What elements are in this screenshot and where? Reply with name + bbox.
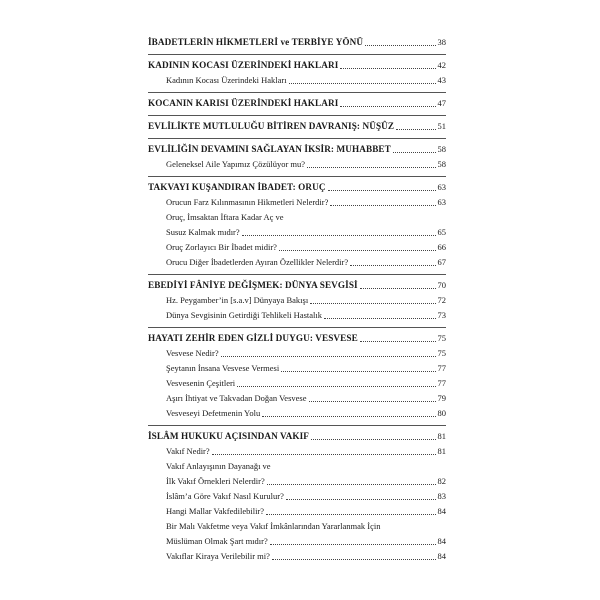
toc-entry: [148, 308, 446, 323]
toc-page-number: 75: [437, 348, 446, 358]
toc-entry-title: Oruç, İmsaktan İftara Kadar Aç ve: [166, 212, 284, 222]
dot-leader: [350, 265, 435, 266]
toc-entry: [148, 240, 446, 255]
toc-entry-title: Vakıf Anlayışının Dayanağı ve: [166, 461, 271, 471]
toc-section-heading: [148, 119, 446, 134]
toc-entry-title: Orucu Diğer İbadetlerden Ayıran Özellikler Nelerdir?: [166, 257, 349, 267]
toc-entry: [148, 504, 446, 519]
toc-entry-title: Hangi Mallar Vakfedilebilir?: [166, 506, 265, 516]
toc-entry: [148, 255, 446, 270]
toc-page-number: 73: [437, 310, 446, 320]
dot-leader: [242, 235, 436, 236]
section-divider: [148, 138, 446, 139]
toc-section-heading: [148, 429, 446, 444]
toc-section-heading: [148, 331, 446, 346]
toc-entry: [148, 346, 446, 361]
dot-leader: [309, 401, 436, 402]
toc-page-number: 38: [437, 37, 446, 47]
dot-leader: [360, 288, 436, 289]
toc-page-number: 42: [437, 60, 446, 70]
dot-leader: [324, 318, 435, 319]
toc-entry-title: EBEDİYİ FÂNİYE DEĞİŞMEK: DÜNYA SEVGİSİ: [148, 280, 358, 290]
toc-section-heading: [148, 35, 446, 50]
toc-page-number: 81: [437, 431, 446, 441]
toc-entry: [148, 210, 446, 225]
section-divider: [148, 115, 446, 116]
toc-entry-title: Dünya Sevgisinin Getirdiği Tehlikeli Hastalık: [166, 310, 323, 320]
toc-entry-title: Vakıflar Kiraya Verilebilir mi?: [166, 551, 270, 561]
table-of-contents: [148, 35, 446, 564]
toc-entry-title: Vakıf Nedir?: [166, 446, 210, 456]
toc-entry: [148, 406, 446, 421]
dot-leader: [311, 439, 436, 440]
dot-leader: [360, 341, 436, 342]
toc-entry-title: Aşırı İhtiyat ve Takvadan Doğan Vesvese: [166, 393, 307, 403]
dot-leader: [307, 167, 435, 168]
toc-entry-title: HAYATI ZEHİR EDEN GİZLİ DUYGU: VESVESE: [148, 333, 358, 343]
toc-entry: [148, 195, 446, 210]
toc-section-heading: [148, 278, 446, 293]
toc-page-number: 80: [437, 408, 446, 418]
toc-entry-title: Geleneksel Aile Yapımız Çözülüyor mu?: [166, 159, 306, 169]
toc-page-number: 84: [437, 536, 446, 546]
toc-entry: [148, 489, 446, 504]
toc-page-number: 72: [437, 295, 446, 305]
dot-leader: [272, 559, 436, 560]
toc-page-number: 77: [437, 378, 446, 388]
toc-entry: [148, 459, 446, 474]
toc-page-number: 66: [437, 242, 446, 252]
toc-entry-title: KADININ KOCASI ÜZERİNDEKİ HAKLARI: [148, 60, 339, 70]
toc-page-number: 43: [437, 75, 446, 85]
toc-page-number: 84: [437, 506, 446, 516]
toc-entry: [148, 534, 446, 549]
toc-entry: [148, 391, 446, 406]
dot-leader: [340, 68, 435, 69]
toc-entry-title: Bir Malı Vakfetme veya Vakıf İmkânlarından Yararlanmak İçin: [166, 521, 381, 531]
dot-leader: [289, 83, 436, 84]
toc-section-heading: [148, 96, 446, 111]
dot-leader: [286, 499, 436, 500]
dot-leader: [237, 386, 435, 387]
toc-entry-title: İSLÂM HUKUKU AÇISINDAN VAKIF: [148, 431, 309, 441]
toc-page-number: 67: [437, 257, 446, 267]
toc-page-number: 63: [437, 197, 446, 207]
toc-page-number: 77: [437, 363, 446, 373]
dot-leader: [212, 454, 436, 455]
toc-entry-title: EVLİLİKTE MUTLULUĞU BİTİREN DAVRANIŞ: NÜŞÛZ: [148, 121, 395, 131]
toc-section-heading: [148, 180, 446, 195]
dot-leader: [393, 152, 436, 153]
toc-entry-title: Vesveseyi Defetmenin Yolu: [166, 408, 261, 418]
toc-entry-title: İslâm’a Göre Vakıf Nasıl Kurulur?: [166, 491, 284, 501]
dot-leader: [340, 106, 435, 107]
dot-leader: [267, 484, 436, 485]
toc-page-number: 75: [437, 333, 446, 343]
toc-page-number: 81: [437, 446, 446, 456]
toc-entry: [148, 519, 446, 534]
toc-entry-title: Müslüman Olmak Şart mıdır?: [166, 536, 268, 546]
toc-page-number: 51: [437, 121, 446, 131]
dot-leader: [328, 190, 436, 191]
section-divider: [148, 54, 446, 55]
section-divider: [148, 176, 446, 177]
dot-leader: [365, 45, 435, 46]
toc-entry-title: İlk Vakıf Örnekleri Nelerdir?: [166, 476, 265, 486]
toc-page-number: 70: [437, 280, 446, 290]
toc-entry-title: Oruç Zorlayıcı Bir İbadet midir?: [166, 242, 277, 252]
section-divider: [148, 92, 446, 93]
toc-page-number: 82: [437, 476, 446, 486]
dot-leader: [396, 129, 435, 130]
section-divider: [148, 274, 446, 275]
toc-page-number: 47: [437, 98, 446, 108]
toc-page-number: 65: [437, 227, 446, 237]
toc-entry: [148, 376, 446, 391]
dot-leader: [266, 514, 435, 515]
toc-entry-title: İBADETLERİN HİKMETLERİ ve TERBİYE YÖNÜ: [148, 37, 364, 47]
toc-entry-title: Kadının Kocası Üzerindeki Hakları: [166, 75, 287, 85]
dot-leader: [279, 250, 436, 251]
toc-entry: [148, 549, 446, 564]
toc-section-heading: [148, 142, 446, 157]
toc-section-heading: [148, 58, 446, 73]
section-divider: [148, 327, 446, 328]
toc-entry-title: Hz. Peygamber’in [s.a.v] Dünyaya Bakışı: [166, 295, 309, 305]
toc-entry-title: Şeytanın İnsana Vesvese Vermesi: [166, 363, 280, 373]
toc-entry-title: Orucun Farz Kılınmasının Hikmetleri Nelerdir?: [166, 197, 329, 207]
toc-entry: [148, 73, 446, 88]
toc-entry: [148, 361, 446, 376]
toc-entry-title: Susuz Kalmak mıdır?: [166, 227, 240, 237]
toc-entry: [148, 157, 446, 172]
toc-page-number: 58: [437, 144, 446, 154]
toc-page-number: 79: [437, 393, 446, 403]
dot-leader: [221, 356, 436, 357]
toc-page-number: 63: [437, 182, 446, 192]
dot-leader: [262, 416, 435, 417]
toc-page-number: 58: [437, 159, 446, 169]
dot-leader: [270, 544, 436, 545]
toc-entry: [148, 225, 446, 240]
dot-leader: [330, 205, 435, 206]
toc-entry-title: Vesvesenin Çeşitleri: [166, 378, 236, 388]
toc-page-number: 84: [437, 551, 446, 561]
dot-leader: [310, 303, 435, 304]
toc-entry-title: Vesvese Nedir?: [166, 348, 219, 358]
toc-entry-title: KOCANIN KARISI ÜZERİNDEKİ HAKLARI: [148, 98, 339, 108]
toc-entry: [148, 444, 446, 459]
toc-entry: [148, 293, 446, 308]
section-divider: [148, 425, 446, 426]
toc-page-number: 83: [437, 491, 446, 501]
toc-entry-title: TAKVAYI KUŞANDIRAN İBADET: ORUÇ: [148, 182, 326, 192]
toc-entry: [148, 474, 446, 489]
toc-entry-title: EVLİLİĞİN DEVAMINI SAĞLAYAN İKSİR: MUHABBET: [148, 144, 391, 154]
dot-leader: [281, 371, 435, 372]
